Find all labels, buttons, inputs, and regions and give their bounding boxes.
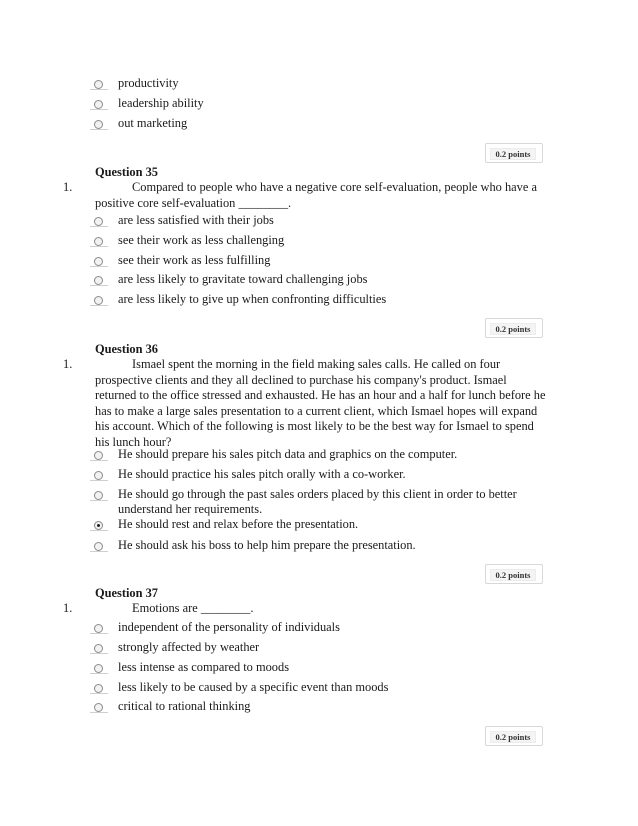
- points-box: [485, 318, 543, 338]
- radio-underline: [90, 109, 108, 110]
- points-box: [485, 564, 543, 584]
- radio-button-icon[interactable]: [94, 664, 103, 673]
- question-number: 1.: [63, 180, 73, 194]
- radio-button-icon[interactable]: [94, 491, 103, 500]
- points-label: 0.2 points: [490, 148, 536, 160]
- answer-option-label: leadership ability: [118, 96, 204, 110]
- answer-option-label: less intense as compared to moods: [118, 660, 290, 674]
- answer-option-label: He should ask his boss to help him prepare the presentation.: [118, 538, 416, 552]
- answer-option-label: productivity: [118, 76, 179, 90]
- radio-underline: [90, 460, 108, 461]
- radio-underline: [90, 530, 108, 531]
- question-title: Question 36: [95, 342, 158, 356]
- question-number: 1.: [63, 601, 73, 615]
- radio-button-selected-icon[interactable]: [94, 521, 103, 530]
- answer-option-label: strongly affected by weather: [118, 640, 260, 654]
- radio-underline: [90, 693, 108, 694]
- answer-option-label: less likely to be caused by a specific event than moods: [118, 680, 389, 694]
- points-box: [485, 726, 543, 746]
- answer-option-label: see their work as less fulfilling: [118, 253, 271, 267]
- points-box: [485, 143, 543, 163]
- question-text: Compared to people who have a negative core self-evaluation, people who have a positive core self-evaluation ________.: [95, 180, 537, 210]
- radio-underline: [90, 89, 108, 90]
- radio-button-icon[interactable]: [94, 296, 103, 305]
- question-text: Ismael spent the morning in the field making sales calls. He called on four prospective clients and they all declined to purchase his company's product. Ismael returned to the office stressed and exhausted. He has an hour and a half for lunch before he has to make a large sales presentation to a current client, which Ismael hopes will expand his account. Which of the following is most likely to be the best way for Ismael to spend his lunch hour?: [95, 357, 546, 449]
- radio-button-icon[interactable]: [94, 471, 103, 480]
- radio-underline: [90, 129, 108, 130]
- radio-button-icon[interactable]: [94, 644, 103, 653]
- radio-underline: [90, 226, 108, 227]
- points-label: 0.2 points: [490, 731, 536, 743]
- question-number: 1.: [63, 357, 73, 371]
- radio-underline: [90, 712, 108, 713]
- radio-underline: [90, 305, 108, 306]
- answer-option-label: independent of the personality of individuals: [118, 620, 340, 634]
- question-text: Emotions are ________.: [132, 601, 254, 615]
- radio-underline: [90, 266, 108, 267]
- answer-option-label: see their work as less challenging: [118, 233, 285, 247]
- radio-button-icon[interactable]: [94, 542, 103, 551]
- points-label: 0.2 points: [490, 569, 536, 581]
- radio-button-icon[interactable]: [94, 624, 103, 633]
- answer-option-label: are less satisfied with their jobs: [118, 213, 274, 227]
- answer-option-label: critical to rational thinking: [118, 699, 251, 713]
- radio-button-icon[interactable]: [94, 276, 103, 285]
- radio-button-icon[interactable]: [94, 217, 103, 226]
- radio-button-icon[interactable]: [94, 703, 103, 712]
- question-title: Question 37: [95, 586, 158, 600]
- answer-option-label: He should go through the past sales orders placed by this client in order to better understand her requirements.: [118, 487, 517, 516]
- points-label: 0.2 points: [490, 323, 536, 335]
- radio-button-icon[interactable]: [94, 451, 103, 460]
- radio-button-icon[interactable]: [94, 237, 103, 246]
- radio-underline: [90, 246, 108, 247]
- radio-button-icon[interactable]: [94, 257, 103, 266]
- radio-underline: [90, 633, 108, 634]
- radio-button-icon[interactable]: [94, 684, 103, 693]
- answer-option-label: out marketing: [118, 116, 188, 130]
- radio-underline: [90, 653, 108, 654]
- radio-button-icon[interactable]: [94, 80, 103, 89]
- answer-option-label: He should practice his sales pitch orally with a co-worker.: [118, 467, 406, 481]
- radio-underline: [90, 285, 108, 286]
- radio-button-icon[interactable]: [94, 120, 103, 129]
- radio-underline: [90, 500, 108, 501]
- radio-underline: [90, 551, 108, 552]
- answer-option-label: He should prepare his sales pitch data and graphics on the computer.: [118, 447, 458, 461]
- answer-option-label: are less likely to give up when confronting difficulties: [118, 292, 387, 306]
- answer-option-label: He should rest and relax before the presentation.: [118, 517, 359, 531]
- radio-underline: [90, 673, 108, 674]
- answer-option-label: are less likely to gravitate toward challenging jobs: [118, 272, 368, 286]
- question-title: Question 35: [95, 165, 158, 179]
- radio-underline: [90, 480, 108, 481]
- radio-button-icon[interactable]: [94, 100, 103, 109]
